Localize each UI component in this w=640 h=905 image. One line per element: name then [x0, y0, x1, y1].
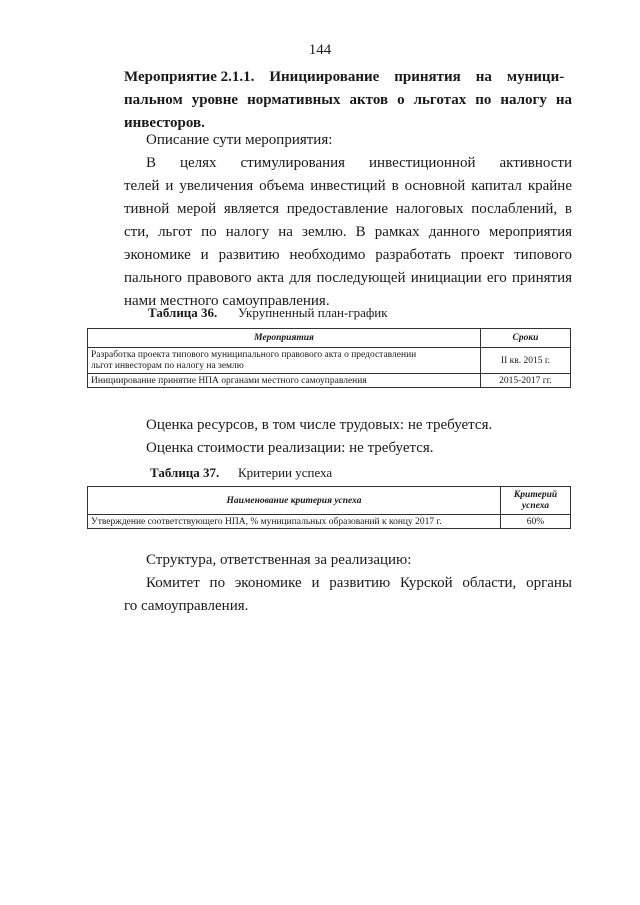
description-line: нами местного самоуправления. — [124, 293, 330, 309]
description-title: Описание сути мероприятия: — [146, 132, 333, 148]
cost-line: Оценка стоимости реализации: не требуется. — [146, 440, 434, 456]
resources-line: Оценка ресурсов, в том числе трудовых: не требуется. — [146, 417, 493, 433]
table-36-title: Укрупненный план-график — [238, 305, 388, 320]
description — [124, 129, 572, 313]
term-cell: II кв. 2015 г. — [481, 348, 571, 374]
page-number: 144 — [308, 42, 332, 58]
criterion-value-cell: 60% — [501, 515, 571, 529]
header-text: Критерий — [513, 489, 558, 500]
event-cell: Инициирование принятие НПА органами местного самоуправления — [88, 374, 481, 388]
table-header-row — [88, 329, 571, 348]
assessment-block — [124, 414, 572, 460]
heading-line: инвесторов. — [124, 115, 205, 131]
column-header-criterion-value — [501, 487, 571, 515]
table-row — [88, 348, 571, 374]
structure-line: Комитет по экономике и развитию Курской области, органы — [146, 575, 572, 591]
term-cell: 2015-2017 гг. — [481, 374, 571, 388]
table-37-label: Таблица 37. — [150, 465, 220, 480]
column-header-terms: Сроки — [481, 329, 571, 348]
table-header-row — [88, 487, 571, 515]
table-37 — [87, 486, 571, 529]
event-text: Разработка проекта типового муниципального правового акта о предоставлении — [91, 349, 417, 360]
section-heading — [124, 66, 572, 135]
table-row — [88, 515, 571, 529]
event-cell — [88, 348, 481, 374]
table-37-title: Критерии успеха — [238, 465, 333, 480]
description-line: телей и увеличения объема инвестиций в основной капитал крайне — [124, 178, 572, 194]
structure-title: Структура, ответственная за реализацию: — [146, 552, 412, 568]
description-line: сти, льгот по налогу на землю. В рамках данного мероприятия — [124, 224, 572, 240]
description-line: экономике и развитию необходимо разработать проект типового — [124, 247, 572, 263]
criterion-name-cell: Утверждение соответствующего НПА, % муниципальных образований к концу 2017 г. — [88, 515, 501, 529]
header-text: успеха — [521, 500, 550, 511]
event-text: льгот инвесторам по налогу на землю — [91, 360, 244, 371]
heading-line: Мероприятие 2.1.1. Инициирование принятия на муници- — [124, 69, 565, 85]
table-row — [88, 374, 571, 388]
description-line: тивной мерой является предоставление налоговых послаблений, в — [124, 201, 572, 217]
structure-line: го самоуправления. — [124, 598, 249, 614]
table-36 — [87, 328, 571, 388]
description-line: пального правового акта для последующей инициации его принятия — [124, 270, 572, 286]
table-36-caption — [148, 304, 388, 322]
heading-line: пальном уровне нормативных актов о льготах по налогу на — [124, 92, 572, 108]
table-36-label: Таблица 36. — [148, 305, 218, 320]
table-37-caption — [150, 464, 332, 482]
column-header-events: Мероприятия — [88, 329, 481, 348]
structure-block — [124, 549, 572, 618]
column-header-criterion: Наименование критерия успеха — [88, 487, 501, 515]
description-line: В целях стимулирования инвестиционной активности — [146, 155, 572, 171]
